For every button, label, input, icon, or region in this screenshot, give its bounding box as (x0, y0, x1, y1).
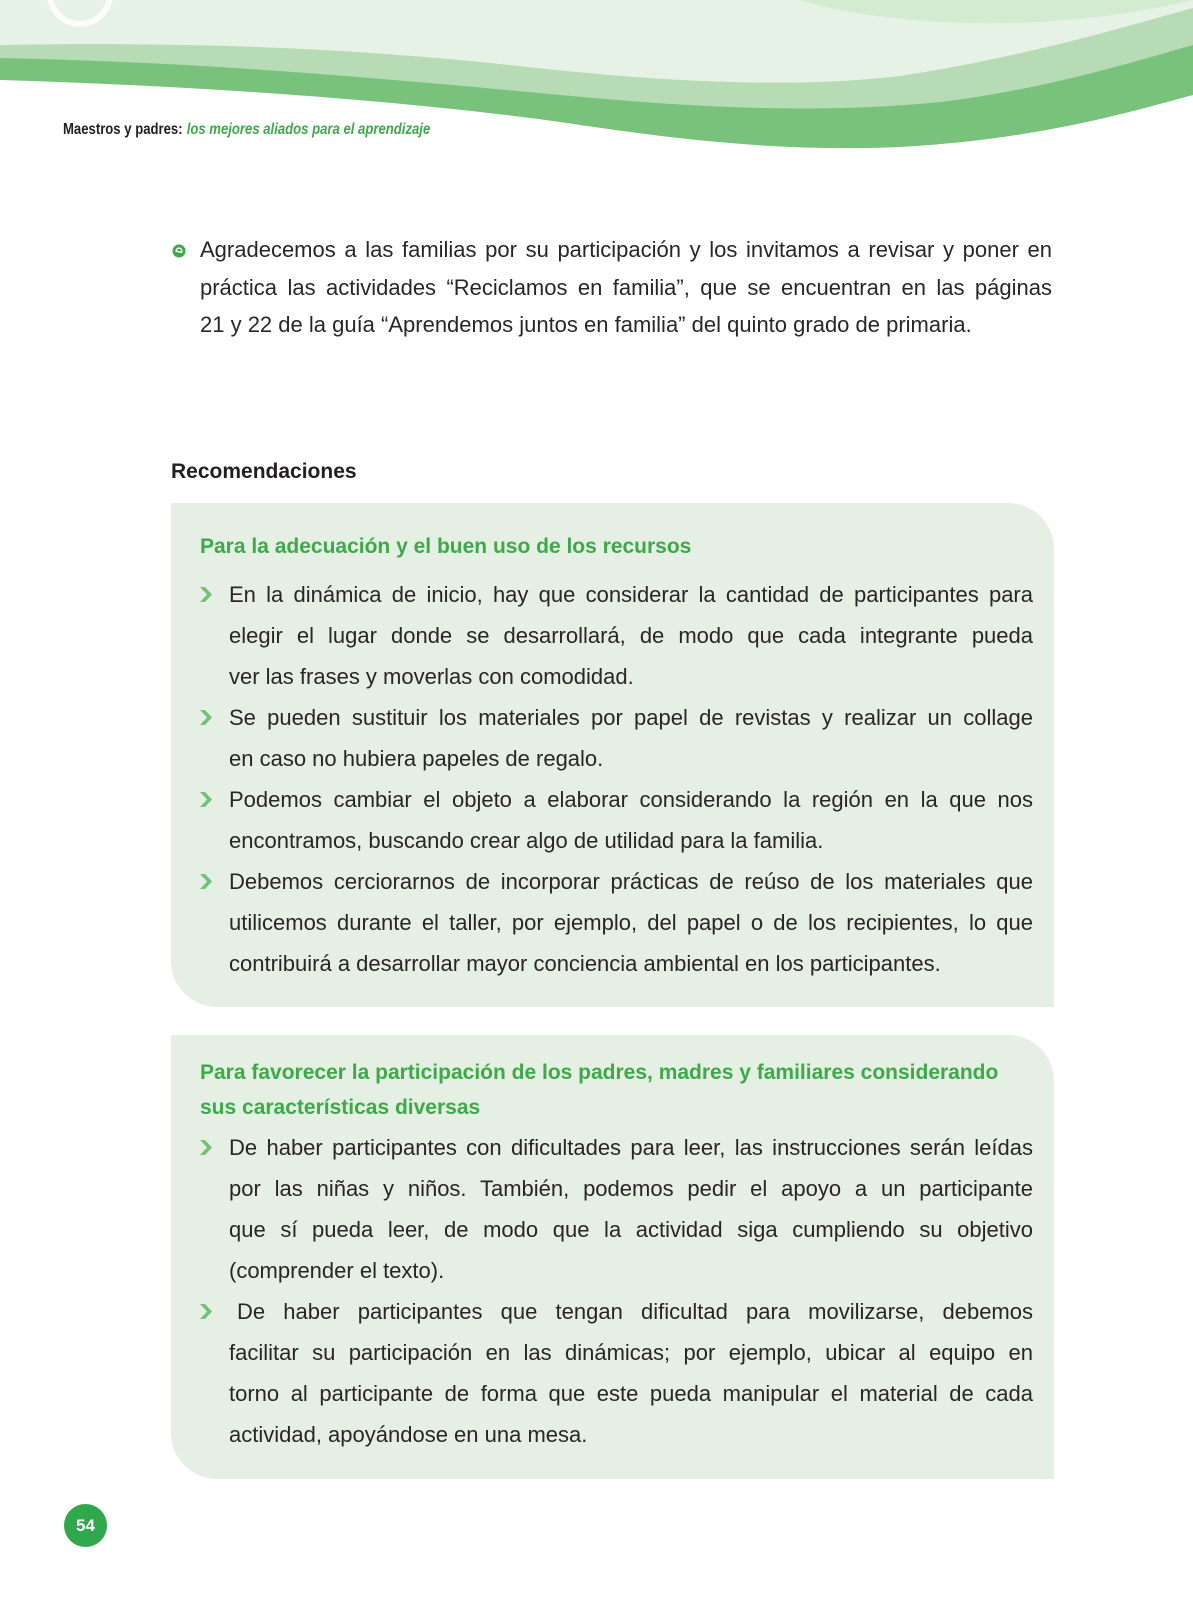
recommendation-box (171, 1035, 1054, 1479)
chevron-right-icon (200, 792, 212, 807)
paragraph-line: práctica las actividades “Reciclamos en familia”, que se encuentran en las páginas (200, 274, 1052, 300)
list-item (229, 574, 1033, 697)
list-item-line: torno al participante de forma que este pueda manipular el material de cada (229, 1381, 1033, 1406)
running-header-title: Maestros y padres: (63, 121, 183, 138)
recommendation-list (229, 574, 1033, 984)
bullet-icon (172, 244, 186, 258)
list-item-line: encontramos, buscando crear algo de utilidad para la familia. (229, 828, 824, 853)
chevron-right-icon (200, 1140, 212, 1155)
running-header (63, 120, 430, 140)
chevron-right-icon (200, 710, 212, 725)
paragraph-line: 21 y 22 de la guía “Aprendemos juntos en familia” del quinto grado de primaria. (200, 312, 972, 338)
list-item-line: actividad, apoyándose en una mesa. (229, 1422, 588, 1447)
section-title: Recomendaciones (171, 460, 357, 483)
list-item-line: facilitar su participación en las dinámicas; por ejemplo, ubicar al equipo en (229, 1340, 1033, 1365)
intro-paragraph (200, 231, 1052, 344)
chevron-right-icon (200, 587, 212, 602)
list-item (229, 1291, 1033, 1455)
list-item-line: que sí pueda leer, de modo que la actividad siga cumpliendo su objetivo (229, 1217, 1033, 1242)
list-item-line: por las niñas y niños. También, podemos pedir el apoyo a un participante (229, 1176, 1033, 1201)
list-item-line: ver las frases y moverlas con comodidad. (229, 664, 634, 689)
list-item-line: De haber participantes que tengan dificultad para movilizarse, debemos (237, 1299, 1033, 1324)
recommendation-list (229, 1127, 1033, 1455)
list-item-line: (comprender el texto). (229, 1258, 445, 1283)
list-item-line: De haber participantes con dificultades para leer, las instrucciones serán leídas (229, 1135, 1033, 1160)
list-item (229, 779, 1033, 861)
list-item-line: En la dinámica de inicio, hay que considerar la cantidad de participantes para (229, 582, 1033, 607)
paragraph-line: Agradecemos a las familias por su participación y los invitamos a revisar y poner en (200, 237, 1052, 262)
running-header-subtitle: los mejores aliados para el aprendizaje (186, 121, 431, 138)
list-item (229, 1127, 1033, 1291)
list-item-line: Debemos cerciorarnos de incorporar prácticas de reúso de los materiales que (229, 869, 1033, 894)
list-item (229, 697, 1033, 779)
box-heading: Para la adecuación y el buen uso de los recursos (200, 535, 692, 558)
list-item-line: en caso no hubiera papeles de regalo. (229, 746, 604, 771)
chevron-right-icon (200, 874, 212, 889)
list-item-line: utilicemos durante el taller, por ejemplo, del papel o de los recipientes, lo que (229, 910, 1033, 935)
list-item-line: Se pueden sustituir los materiales por papel de revistas y realizar un collage (229, 705, 1033, 730)
list-item-line: Podemos cambiar el objeto a elaborar considerando la región en la que nos (229, 787, 1033, 812)
list-item (229, 861, 1033, 984)
box-heading: Para favorecer la participación de los padres, madres y familiares considerando sus características diversas (200, 1061, 999, 1119)
chevron-right-icon (200, 1304, 212, 1319)
recommendation-box (171, 503, 1054, 1007)
list-item-line: contribuirá a desarrollar mayor conciencia ambiental en los participantes. (229, 951, 941, 976)
page-number: 54 (64, 1504, 107, 1547)
list-item-line: elegir el lugar donde se desarrollará, de modo que cada integrante pueda (229, 623, 1033, 648)
